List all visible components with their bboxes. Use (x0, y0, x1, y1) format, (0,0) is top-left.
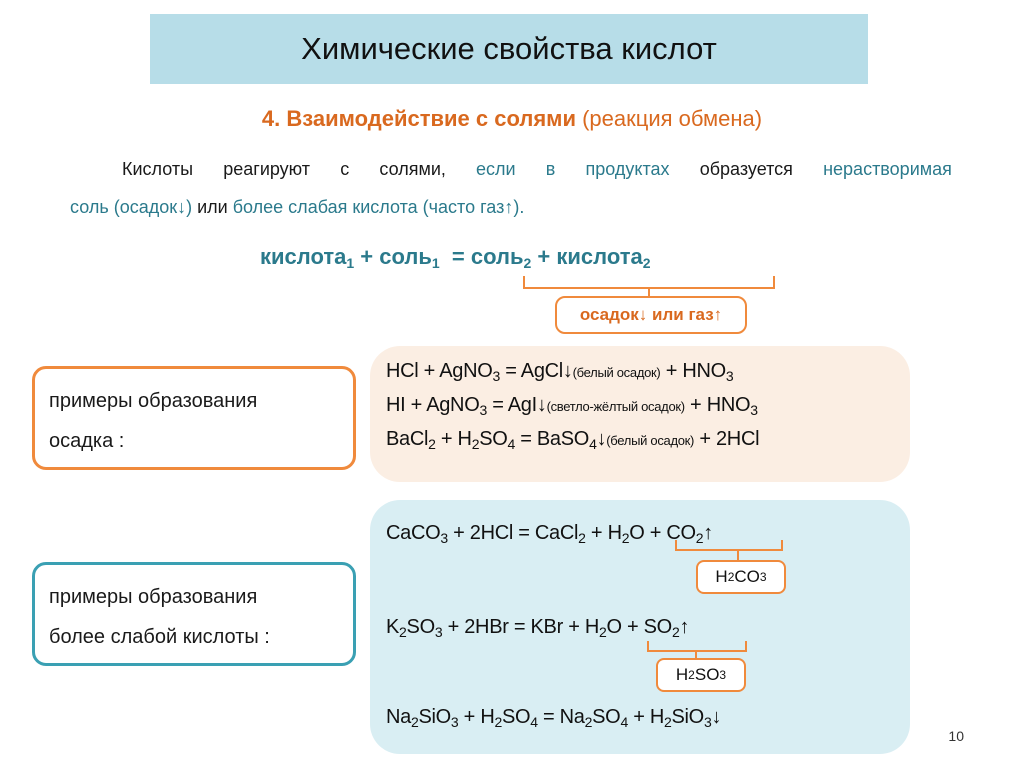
eq-part: + HNO (684, 394, 751, 416)
equation-row (386, 514, 910, 552)
eq-part: HCl + AgNO (386, 360, 493, 382)
box-sub: 3 (759, 570, 767, 584)
eq-sub: 2 (410, 714, 419, 730)
equation-row (386, 354, 910, 388)
section-heading-main: 4. Взаимодействие с солями (261, 106, 576, 131)
eq-part: + 2HCl (694, 428, 760, 450)
eq-part: = AgI↓ (486, 394, 547, 416)
eq-part: ↓ (711, 706, 722, 728)
eq-sub: 2 (621, 530, 630, 546)
eq-part: K (386, 616, 400, 638)
eq-part: ↑ (703, 522, 713, 544)
eq-note: (светло-жёлтый осадок) (546, 399, 685, 414)
eq-sub: 3 (703, 714, 712, 730)
intro-or-text: или (192, 197, 233, 217)
box-part: CO (734, 567, 760, 586)
intro-word: образуется (699, 159, 793, 179)
eq-part: O + SO (606, 616, 672, 638)
eq-sub: 2 (663, 714, 672, 730)
intro-precipitate-text: соль (осадок↓) (70, 197, 193, 217)
intro-gas-text: (часто газ↑). (417, 197, 525, 217)
precipitate-examples-label (32, 366, 356, 470)
precipitate-examples-panel (370, 346, 910, 482)
eq-sub: 3 (479, 402, 487, 418)
sulfurous-acid-box (656, 658, 746, 692)
formula-equals: = (439, 244, 471, 269)
eq-sub: 2 (598, 624, 607, 640)
eq-part: SiO (418, 706, 451, 728)
eq-note: (белый осадок) (606, 433, 695, 448)
label-line: более слабой кислоты : (49, 626, 270, 648)
eq-part: + H (435, 428, 472, 450)
formula-sub: 2 (523, 255, 532, 271)
eq-part: SiO (671, 706, 704, 728)
eq-sub: 2 (428, 436, 436, 452)
intro-line-2 (70, 188, 952, 226)
carbonic-acid-box (696, 560, 786, 594)
eq-part: + 2HCl = CaCl (447, 522, 579, 544)
label-line: примеры образования (49, 586, 258, 608)
box-sub: 2 (688, 668, 695, 682)
formula-sub: 2 (642, 255, 651, 271)
eq-sub: 3 (750, 402, 758, 418)
intro-word: если (476, 159, 516, 179)
intro-word: нерастворимая (823, 159, 952, 179)
eq-sub: 2 (584, 714, 593, 730)
intro-paragraph (70, 150, 952, 226)
intro-word: реагируют (223, 159, 311, 179)
eq-part: SO (479, 428, 508, 450)
slide-title-bar (150, 14, 868, 84)
equation-row (386, 422, 910, 456)
intro-word: в (545, 159, 556, 179)
eq-part: SO (406, 616, 435, 638)
eq-part: Na (386, 706, 411, 728)
eq-part: SO (501, 706, 531, 728)
eq-sub: 3 (434, 624, 443, 640)
equation-row (386, 698, 910, 736)
box-sub: 2 (727, 570, 735, 584)
section-heading (0, 106, 1024, 132)
formula-sub: 1 (346, 255, 355, 271)
eq-part: SO (592, 706, 621, 728)
eq-sub: 2 (494, 714, 502, 730)
eq-part: + H (585, 522, 622, 544)
eq-note: (белый осадок) (572, 365, 661, 380)
eq-sub: 4 (589, 436, 597, 452)
formula-plus: + (531, 244, 557, 269)
intro-word: солями, (379, 159, 446, 179)
formula-acid: кислота (260, 244, 347, 269)
eq-part: = AgCl↓ (499, 360, 573, 382)
precipitate-or-gas-box (555, 296, 747, 334)
eq-sub: 3 (450, 714, 459, 730)
eq-part: + H (458, 706, 495, 728)
eq-sub: 2 (471, 436, 480, 452)
eq-sub: 2 (695, 530, 704, 546)
label-line: примеры образования (49, 390, 258, 412)
eq-sub: 2 (399, 624, 407, 640)
eq-sub: 3 (440, 530, 448, 546)
eq-sub: 2 (578, 530, 586, 546)
precipitate-or-gas-label: осадок↓ или газ↑ (579, 305, 723, 324)
formula-plus: + (354, 244, 380, 269)
eq-part: = BaSO (515, 428, 590, 450)
eq-sub: 3 (725, 368, 734, 384)
eq-sub: 3 (492, 368, 500, 384)
intro-line-1 (70, 150, 952, 188)
eq-part: = Na (537, 706, 585, 728)
formula-salt: соль (379, 244, 432, 269)
formula-sub: 1 (431, 255, 440, 271)
eq-sub: 4 (507, 436, 515, 452)
eq-part: ↓ (596, 428, 607, 450)
weak-acid-examples-label (32, 562, 356, 666)
eq-part: CaCO (386, 522, 441, 544)
page-number: 10 (948, 728, 964, 744)
weak-acid-examples-panel (370, 500, 910, 754)
slide-title: Химические свойства кислот (301, 31, 717, 66)
intro-word: Кислоты (122, 159, 194, 179)
formula-acid-2: кислота (556, 244, 643, 269)
box-part: SO (694, 665, 720, 684)
eq-sub: 2 (671, 624, 680, 640)
eq-part: O + CO (629, 522, 696, 544)
label-line: осадка : (49, 430, 125, 452)
formula-salt-2: соль (470, 244, 524, 269)
equation-row (386, 388, 910, 422)
box-sub: 3 (719, 668, 727, 682)
box-part: H (715, 567, 728, 586)
box-part: H (675, 665, 689, 684)
intro-word: продуктах (585, 159, 670, 179)
eq-part: + 2HBr = KBr + H (442, 616, 599, 638)
eq-part: BaCl (386, 428, 429, 450)
eq-part: HI + AgNO (386, 394, 480, 416)
section-heading-note: (реакция обмена) (582, 106, 763, 131)
eq-part: ↑ (679, 616, 690, 638)
eq-sub: 4 (620, 714, 628, 730)
eq-part: + H (627, 706, 664, 728)
intro-weak-acid-text: более слабая кислота (232, 197, 418, 217)
general-formula (260, 244, 651, 271)
eq-part: + HNO (660, 360, 726, 382)
intro-word: с (340, 159, 350, 179)
eq-sub: 4 (530, 714, 538, 730)
